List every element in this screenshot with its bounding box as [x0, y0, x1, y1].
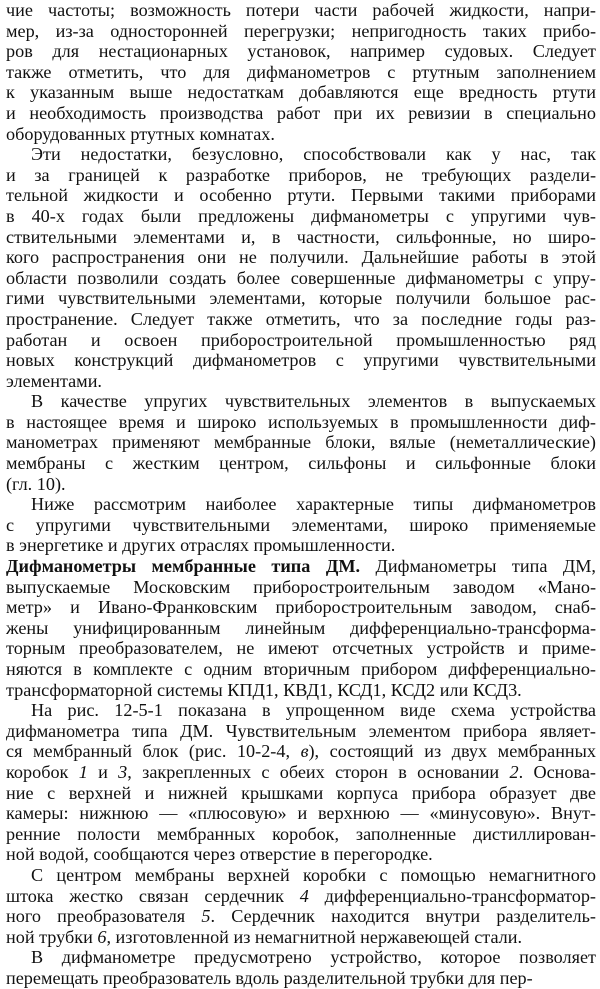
text-line: ной водой, сообщаются через отверстие в перегородке.	[6, 844, 433, 865]
text-line: ренние полости мембранных коробок, заполненные дистиллирован-	[6, 823, 596, 844]
text-line: трансформаторной системы КПД1, КВД1, КСД1, КСД2 или КСД3.	[6, 679, 522, 700]
text-line: в настоящее время и широко используемых в промышленности диф-	[6, 411, 596, 432]
text-line: чие частоты; возможность потери части рабочей жидкости, напри-	[6, 0, 596, 20]
text-line: работан и освоен приборостроительной промышленностью ряд	[6, 329, 596, 350]
paragraph-dm-scheme	[6, 700, 596, 865]
text-line: тельной жидкости и особенно ртути. Первыми такими приборами	[6, 185, 597, 206]
text-line: метр» и Ивано-Франковским приборостроительным заводом, снаб-	[6, 597, 597, 618]
text-line: ся мембранный блок (рис. 10-2-4, в), состоящий из двух мембранных	[6, 741, 596, 762]
paragraph-elastic-elements	[6, 391, 596, 494]
text-line	[6, 556, 596, 577]
text-line: кого распространения они не получили. Дальнейшие работы в этой	[6, 247, 596, 268]
text-line: Эти недостатки, безусловно, способствовали как у нас, так	[31, 144, 597, 165]
text-line: торным преобразователем, не имеют отсчетных устройств и приме-	[6, 638, 597, 659]
text-line: ной трубки 6, изготовленной из немагнитной нержавеющей стали.	[6, 926, 523, 947]
text-line: новых конструкций дифманометров с упругими чувствительными	[6, 350, 596, 371]
text-line: (гл. 10).	[6, 473, 66, 494]
text-line: гими чувствительными элементами, которые получили большое рас-	[6, 288, 596, 309]
text-line: ного преобразователя 5. Сердечник находится внутри разделитель-	[6, 906, 596, 927]
text-line: пространение. Следует также отметить, что за последние годы раз-	[6, 308, 596, 329]
text-line: к указанным выше недостаткам добавляются еще вредность ртути	[6, 82, 596, 103]
text-line: с упругими чувствительными элементами, широко применяемые	[6, 514, 596, 535]
paragraph-types-intro	[6, 494, 596, 556]
text-line: камеры: нижнюю — «плюсовую» и верхнюю — «минусовую». Внут-	[6, 803, 596, 824]
text-line: штока жестко связан сердечник 4 дифференциально-трансформатор-	[6, 885, 596, 906]
paragraph-development-history	[6, 144, 596, 391]
text-line: ние с верхней и нижней крышками корпуса прибора образует две	[6, 782, 596, 803]
section-heading: Дифманометры мембранные типа ДМ.	[6, 556, 361, 577]
paragraph-mercury-drawbacks	[6, 0, 596, 144]
text-line: манометрах применяют мембранные блоки, вялые (неметаллические)	[6, 432, 596, 453]
text-line: и за границей к разработке приборов, не требующих раздели-	[6, 164, 596, 185]
text-line: В дифманометре предусмотрено устройство, которое позволяет	[31, 947, 596, 968]
text-line: в 40-х годах были предложены дифманометры с упругими чув-	[6, 205, 596, 226]
text-line: На рис. 12-5-1 показана в упрощенном виде схема устройства	[31, 700, 596, 721]
text-line: в энергетике и других отраслях промышленности.	[6, 535, 396, 556]
paragraph-dm-membrane	[6, 556, 596, 700]
text-line: ствительными элементами и, в частности, сильфонные, но широ-	[6, 226, 596, 247]
text-line: мембраны с жестким центром, сильфоны и сильфонные блоки	[6, 453, 597, 474]
text-line: области позволили создать более совершенные дифманометры с упру-	[6, 267, 596, 288]
text-line: коробок 1 и 3, закрепленных с обеих сторон в основании 2. Основа-	[6, 761, 596, 782]
text-line: няются в комплекте с одним вторичным прибором дифференциально-	[6, 659, 596, 679]
text-line: оборудованных ртутных комнатах.	[6, 123, 275, 144]
text-run: Дифманометры типа ДМ,	[360, 556, 596, 577]
text-line: также отметить, что для дифманометров с ртутным заполнением	[6, 61, 597, 82]
text-line: дифманометра типа ДМ. Чувствительным элементом прибора являет-	[6, 720, 596, 741]
text-line: С центром мембраны верхней коробки с помощью немагнитного	[31, 864, 596, 885]
text-line: перемещать преобразователь вдоль разделительной трубки для пер-	[6, 967, 533, 988]
text-line: В качестве упругих чувствительных элементов в выпускаемых	[31, 391, 596, 412]
text-line: мер, из-за односторонней перегрузки; непригодность таких прибо-	[6, 20, 596, 41]
paragraph-adjustment-device	[6, 947, 596, 988]
text-line: ров для нестационарных установок, например судовых. Следует	[6, 41, 596, 62]
text-line: жены унифицированным линейным дифференциально-трансформа-	[6, 617, 596, 638]
paragraph-core-transducer	[6, 865, 596, 947]
text-line: Ниже рассмотрим наиболее характерные типы дифманометров	[31, 494, 596, 515]
text-line: и необходимость производства работ при их ревизии в специально	[6, 102, 596, 123]
text-line: элементами.	[6, 370, 102, 391]
text-line: выпускаемые Московским приборостроительным заводом «Мано-	[6, 576, 597, 597]
